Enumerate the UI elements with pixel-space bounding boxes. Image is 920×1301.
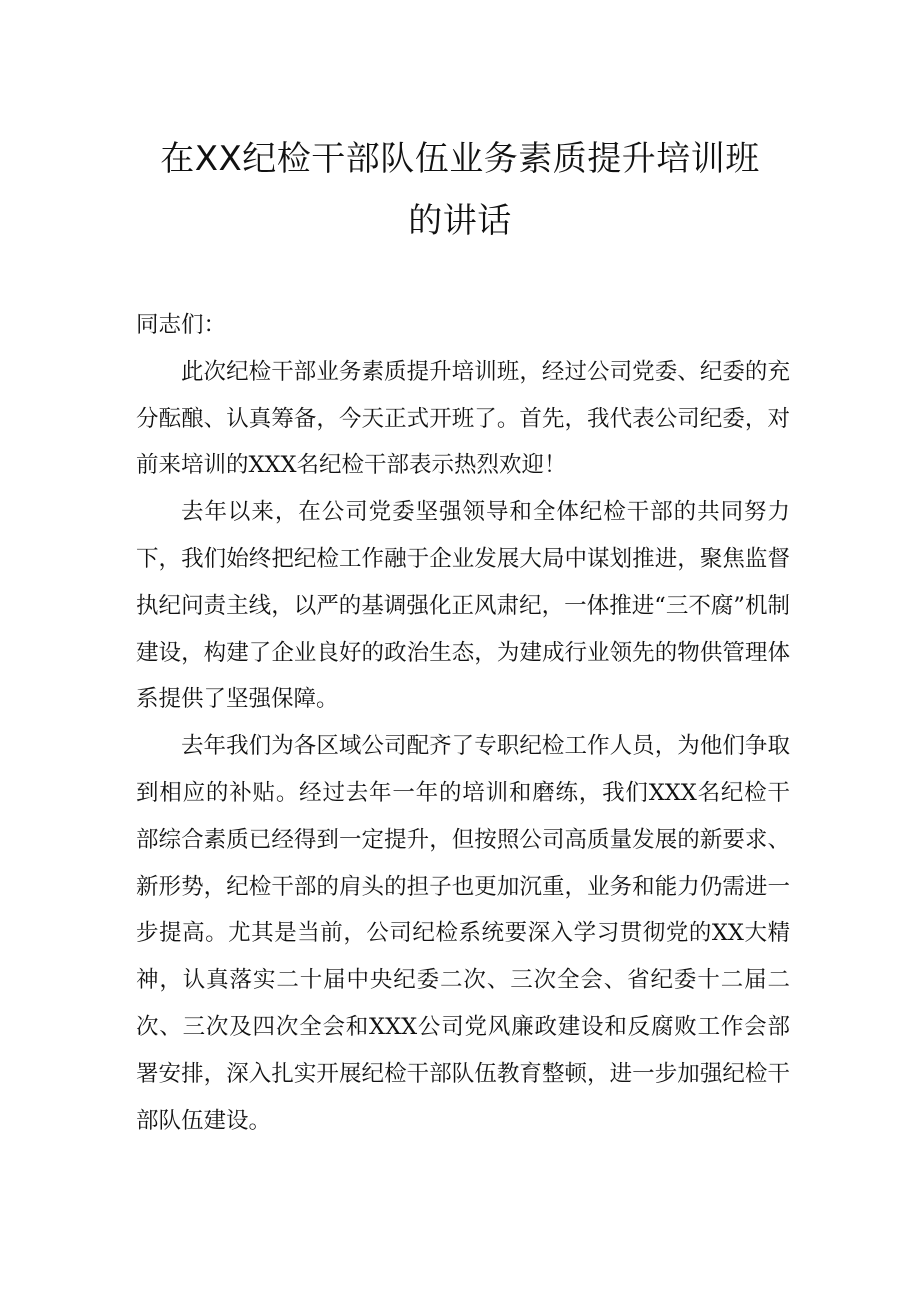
paragraph-3: 去年我们为各区域公司配齐了专职纪检工作人员，为他们争取到相应的补贴。经过去年一年的培训和磨练，我们XXX名纪检干部综合素质已经得到一定提升，但按照公司高质量发展的新要求、新形势，纪检干部的肩头的担子也更加沉重，业务和能力仍需进一步提高。尤其是当前，公司纪检系统要深入学习贯彻党的XX大精神，认真落实二十届中央纪委二次、三次全会、省纪委十二届二次、三次及四次全会和XXX公司党风廉政建设和反腐败工作会部署安排，深入扎实开展纪检干部队伍教育整顿，进一步加强纪检干部队伍建设。 xyxy=(136,733,790,1134)
paragraph-1: 此次纪检干部业务素质提升培训班，经过公司党委、纪委的充分酝酿、认真筹备，今天正式开班了。首先，我代表公司纪委，对前来培训的XXX名纪检干部表示热烈欢迎！ xyxy=(136,358,790,479)
document-title xyxy=(0,128,920,252)
salutation: 同志们： xyxy=(136,312,227,338)
paragraph-2: 去年以来，在公司党委坚强领导和全体纪检干部的共同努力下，我们始终把纪检工作融于企业发展大局中谋划推进，聚焦监督执纪问责主线，以严的基调强化正风肃纪，一体推进“三不腐”机制建设，构建了企业良好的政治生态，为建成行业领先的物供管理体系提供了坚强保障。 xyxy=(136,499,790,713)
title-line-1: 在XX纪检干部队伍业务素质提升培训班 xyxy=(160,139,760,179)
document-body xyxy=(136,302,790,1144)
title-line-2: 的讲话 xyxy=(408,201,512,241)
